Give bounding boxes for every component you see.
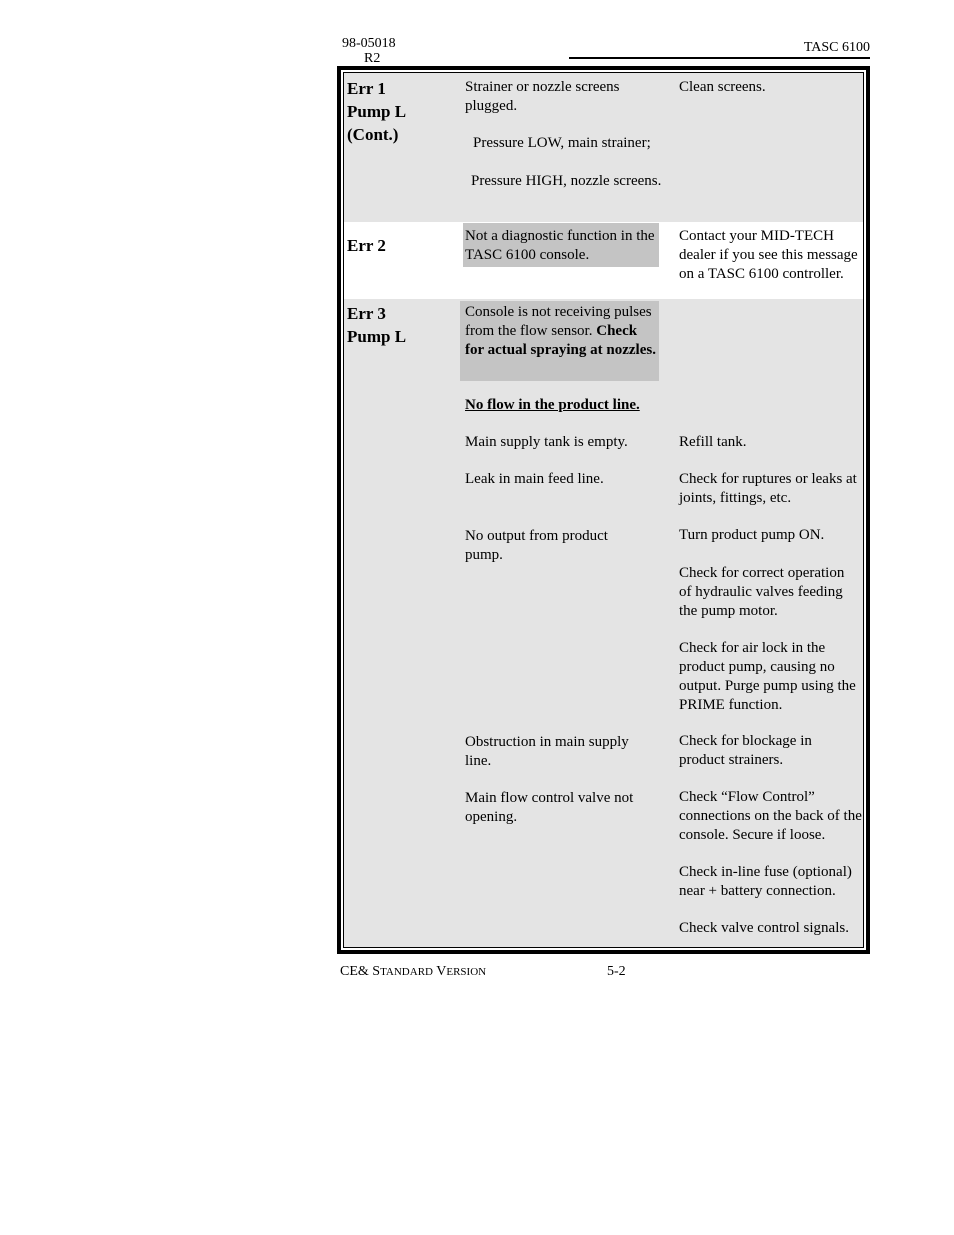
err2-cause: Not a diagnostic function in the TASC 6100 console. [465, 228, 655, 263]
err1-code-line: Pump L [347, 102, 407, 121]
header-rule [569, 57, 870, 59]
err1-cause-note-high: Pressure HIGH, nozzle screens. [471, 173, 662, 189]
err3-item-cause: Obstruction in main supply line. [465, 734, 629, 769]
manual-title: TASC 6100 [803, 40, 870, 55]
page-number: 5-2 [607, 964, 626, 979]
troubleshooting-table [337, 66, 870, 954]
version-s: S [372, 964, 381, 979]
err3-cause-check: Check for actual spraying at nozzles. [465, 323, 656, 358]
err3-item-action: Turn product pump ON. [679, 527, 825, 543]
err3-item-cause: Leak in main feed line. [465, 471, 604, 487]
err3-code [347, 302, 406, 348]
revision: R2 [364, 51, 381, 66]
err3-item-action: Check for blockage in product strainers. [679, 733, 812, 768]
err1-cause-note-low: Pressure LOW, main strainer; [473, 135, 651, 151]
doc-number: 98-05018 [342, 36, 396, 51]
err3-cause-intro-text: Console is not receiving pulses from the flow sensor. [465, 304, 652, 339]
version-ce: CE [340, 964, 358, 979]
err3-item-action: Refill tank. [679, 434, 747, 450]
version-v: V [436, 964, 447, 979]
version-amp: & [357, 964, 369, 979]
err3-item-action: Check valve control signals. [679, 920, 849, 936]
version-ersion: ERSION [446, 966, 487, 978]
err3-item-action: Check for correct operation of hydraulic valves feeding the pump motor. [679, 565, 845, 619]
version-label [340, 964, 486, 980]
err3-subheading: No flow in the product line. [465, 397, 640, 413]
err3-item-action: Check for air lock in the product pump, causing no output. Purge pump using the PRIME function. [679, 640, 856, 713]
err3-code-line: Pump L [347, 327, 407, 346]
err3-item-cause: Main flow control valve not opening. [465, 790, 634, 825]
err1-code-line: (Cont.) [347, 125, 399, 144]
err3-cause-intro [465, 303, 659, 360]
err2-action: Contact your MID-TECH dealer if you see this message on a TASC 6100 controller. [679, 228, 858, 282]
err3-item-action: Check “Flow Control” connections on the back of the console. Secure if loose. [679, 789, 862, 843]
err2-code: Err 2 [347, 236, 386, 255]
err1-cause: Strainer or nozzle screens plugged. [465, 79, 620, 114]
version-tandard: TANDARD [380, 966, 433, 978]
err1-code [347, 77, 406, 146]
table-inner-border [343, 72, 864, 948]
err3-item-action: Check in-line fuse (optional) near + battery connection. [679, 864, 852, 899]
err3-item-action: Check for ruptures or leaks at joints, fittings, etc. [679, 471, 857, 506]
err3-item-cause: No output from product pump. [465, 528, 608, 563]
err3-item-cause: Main supply tank is empty. [465, 434, 628, 450]
err1-action: Clean screens. [679, 79, 766, 95]
err1-code-line: Err 1 [347, 79, 386, 98]
err3-code-line: Err 3 [347, 304, 386, 323]
